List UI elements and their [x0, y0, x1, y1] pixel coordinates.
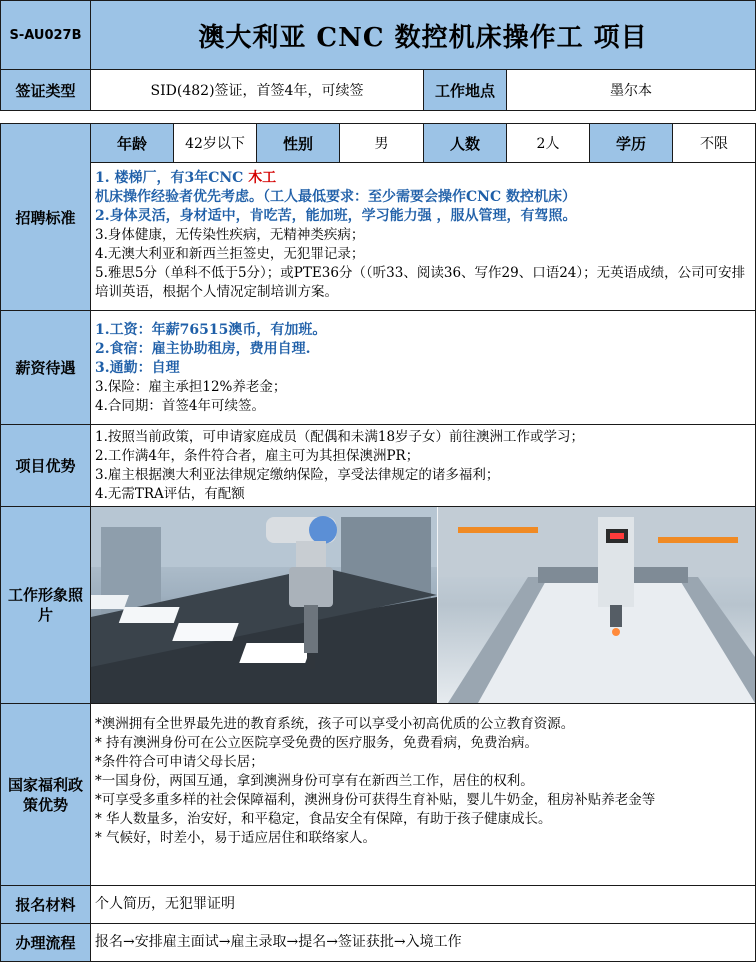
recruit-line-1: 1. 楼梯厂，有3年CNC 木工机床操作经验者优先考虑。（工人最低要求：至少需要会操作CNC 数控机床）	[95, 170, 576, 205]
project-code: S-AU027B	[0, 0, 91, 70]
recruit-line-5: 5.雅思5分（单科不低于5分）；或PTE36分（（听33、阅读36、写作29、口语24）；无英语成绩，公司可安排培训英语，根据个人情况定制培训方案。	[95, 265, 746, 300]
advantages-line-3: 3.雇主根据澳大利亚法律规定缴纳保险，享受法律规定的诸多福利；	[95, 467, 500, 483]
advantages-line-1: 1.按照当前政策，可申请家庭成员（配偶和未满18岁子女）前往澳洲工作或学习；	[95, 429, 585, 445]
materials-value: 个人简历，无犯罪证明	[90, 885, 756, 924]
welfare-line-3: *条件符合可申请父母长居；	[95, 754, 264, 770]
visa-type-value: SID(482)签证，首签4年，可续签	[90, 69, 424, 111]
recruit-line-4: 4.无澳大利亚和新西兰拒签史，无犯罪记录；	[95, 246, 365, 262]
salary-label: 薪资待遇	[0, 310, 91, 425]
recruit-line-3: 3.身体健康，无传染性疾病，无精神类疾病；	[95, 227, 365, 243]
welfare-content	[90, 703, 756, 886]
count-label: 人数	[423, 123, 507, 163]
welfare-label: 国家福利政策优势	[0, 703, 91, 886]
recruit-content	[90, 162, 756, 311]
age-label: 年龄	[90, 123, 174, 163]
advantages-content	[90, 424, 756, 507]
visa-type-label: 签证类型	[0, 69, 91, 111]
cnc-illustration	[438, 507, 755, 703]
welfare-line-7: * 气候好，时差小，易于适应居住和联络家人。	[95, 830, 377, 846]
education-value: 不限	[672, 123, 756, 163]
salary-line-2: 2.食宿：雇主协助租房，费用自理.	[95, 341, 311, 357]
salary-line-3: 3.通勤：自理	[95, 360, 180, 376]
salary-content	[90, 310, 756, 425]
salary-line-4: 3.保险：雇主承担12%养老金；	[95, 379, 287, 395]
recruit-highlight: 木工	[248, 170, 277, 186]
advantages-line-4: 4.无需TRA评估，有配额	[95, 486, 245, 502]
work-location-label: 工作地点	[423, 69, 507, 111]
cnc-machine-photo	[438, 507, 755, 703]
robot-arm-photo	[91, 507, 437, 703]
robot-arm-illustration	[91, 507, 437, 703]
education-label: 学历	[589, 123, 673, 163]
gender-label: 性别	[256, 123, 340, 163]
page-title: 澳大利亚 CNC 数控机床操作工 项目	[90, 0, 756, 70]
welfare-line-5: *可享受多重多样的社会保障福利，澳洲身份可获得生育补贴，婴儿牛奶金，租房补贴养老金等	[95, 792, 656, 808]
photos-area	[90, 506, 756, 704]
process-value: 报名→安排雇主面试→雇主录取→提名→签证获批→入境工作	[90, 923, 756, 962]
photos-label: 工作形象照片	[0, 506, 91, 704]
welfare-line-2: * 持有澳洲身份可在公立医院享受免费的医疗服务，免费看病，免费治病。	[95, 735, 539, 751]
materials-label: 报名材料	[0, 885, 91, 924]
advantages-label: 项目优势	[0, 424, 91, 507]
salary-line-1: 1.工资：年薪76515澳币，有加班。	[95, 322, 327, 338]
advantages-line-2: 2.工作满4年，条件符合者，雇主可为其担保澳洲PR；	[95, 448, 420, 464]
welfare-line-6: * 华人数量多，治安好，和平稳定，食品安全有保障，有助于孩子健康成长。	[95, 811, 552, 827]
recruit-label: 招聘标准	[0, 123, 91, 311]
salary-line-5: 4.合同期：首签4年可续签。	[95, 398, 265, 414]
work-location-value: 墨尔本	[506, 69, 756, 111]
count-value: 2人	[506, 123, 590, 163]
welfare-line-4: *一国身份，两国互通，拿到澳洲身份可享有在新西兰工作，居住的权利。	[95, 773, 534, 789]
welfare-line-1: *澳洲拥有全世界最先进的教育系统，孩子可以享受小初高优质的公立教育资源。	[95, 716, 575, 732]
age-value: 42岁以下	[173, 123, 257, 163]
gender-value: 男	[339, 123, 424, 163]
process-label: 办理流程	[0, 923, 91, 962]
recruit-line-2: 2.身体灵活，身材适中，肯吃苦，能加班，学习能力强 ，服从管理，有驾照。	[95, 208, 577, 224]
